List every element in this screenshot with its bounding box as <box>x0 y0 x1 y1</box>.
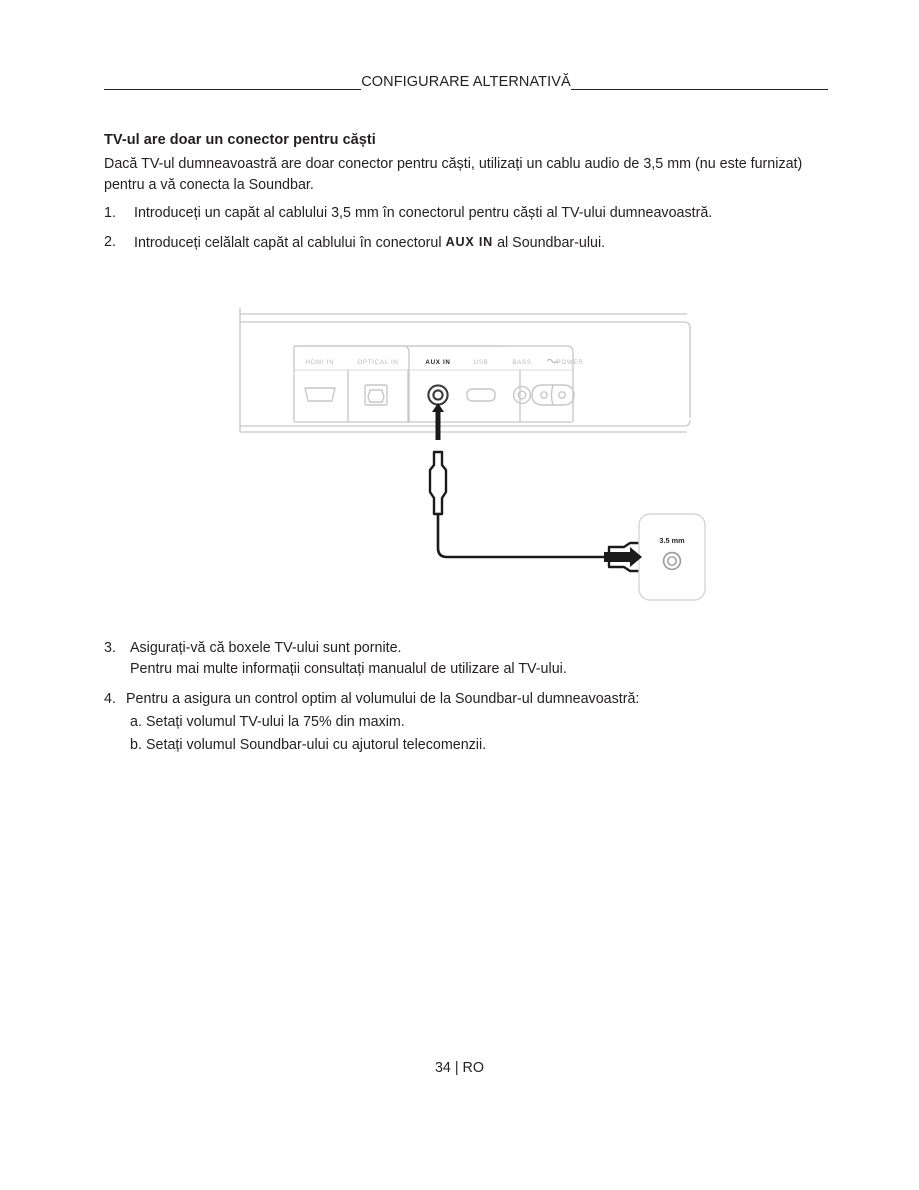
section-heading: TV-ul are doar un conector pentru căști <box>104 132 376 148</box>
section-intro-paragraph: Dacă TV-ul dumneavoastră are doar conector pentru căști, utilizați un cablu audio de 3,5 mm (nu este furnizat) pentru a vă conecta la Soundbar. <box>104 156 803 193</box>
header-title: CONFIGURARE ALTERNATIVĂ <box>361 74 571 90</box>
port-label-optical-in: OPTICAL IN <box>357 359 399 366</box>
cable-line <box>438 514 609 557</box>
port-label-hdmi-in: HDMI IN <box>305 359 335 366</box>
step-1 <box>104 203 830 224</box>
header-rule-left <box>104 89 361 90</box>
aux-in-port-icon <box>428 385 447 404</box>
step-4b-number: b. <box>130 737 142 753</box>
step-4-text: Pentru a asigura un control optim al volumului de la Soundbar-ul dumneavoastră: <box>126 691 640 707</box>
step-1-text: Introduceți un capăt al cablului 3,5 mm în conectorul pentru căști al TV-ului dumneavoastră. <box>134 205 713 221</box>
ac-power-tilde-icon <box>547 359 557 362</box>
step-1-number: 1. <box>104 205 116 221</box>
usb-port-icon <box>467 389 495 401</box>
port-label-group <box>306 359 584 366</box>
jack-size-label: 3.5 mm <box>659 536 685 545</box>
hdmi-port-icon <box>305 388 335 401</box>
headphone-jack-device <box>604 514 705 600</box>
optical-port-icon <box>365 385 387 405</box>
step-3-text: Asigurați-vă că boxele TV-ului sunt pornite. <box>130 640 402 656</box>
step-4b <box>104 735 830 756</box>
step-4a-number: a. <box>130 714 142 730</box>
step-2 <box>104 232 830 254</box>
step-4a-text: Setați volumul TV-ului la 75% din maxim. <box>146 714 405 730</box>
step-2-text-before: Introduceți celălalt capăt al cablului în conectorul <box>134 234 442 251</box>
step-4b-text: Setați volumul Soundbar-ului cu ajutorul telecomenzii. <box>146 737 487 753</box>
step-2-number: 2. <box>104 233 116 250</box>
aux-in-inline-label: AUX IN <box>445 234 494 249</box>
port-label-aux-in: AUX IN <box>425 359 451 366</box>
step-3 <box>104 638 830 659</box>
step-4 <box>104 689 830 710</box>
bass-port-icon <box>514 387 531 404</box>
page-header <box>104 74 828 90</box>
step-4a <box>104 712 830 733</box>
step-3-continuation <box>104 659 830 680</box>
step-4-number: 4. <box>104 691 116 707</box>
section-lower <box>104 638 830 756</box>
step-2-text-after: al Soundbar-ului. <box>497 234 606 251</box>
port-label-power: POWER <box>556 359 584 366</box>
power-port-icon <box>532 385 574 405</box>
page-footer: 34 | RO <box>434 1060 484 1076</box>
header-rule-right <box>571 89 828 90</box>
step-3-number: 3. <box>104 640 116 656</box>
cable-plug-vertical <box>430 452 446 514</box>
soundbar-aux-connection-diagram <box>232 300 712 610</box>
port-label-bass: BASS <box>512 359 532 366</box>
port-label-usb: USB <box>473 359 489 366</box>
step-2-text <box>134 232 830 254</box>
step-3-continuation-text: Pentru mai multe informații consultați manualul de utilizare al TV-ului. <box>130 661 567 677</box>
section-upper <box>104 132 830 253</box>
